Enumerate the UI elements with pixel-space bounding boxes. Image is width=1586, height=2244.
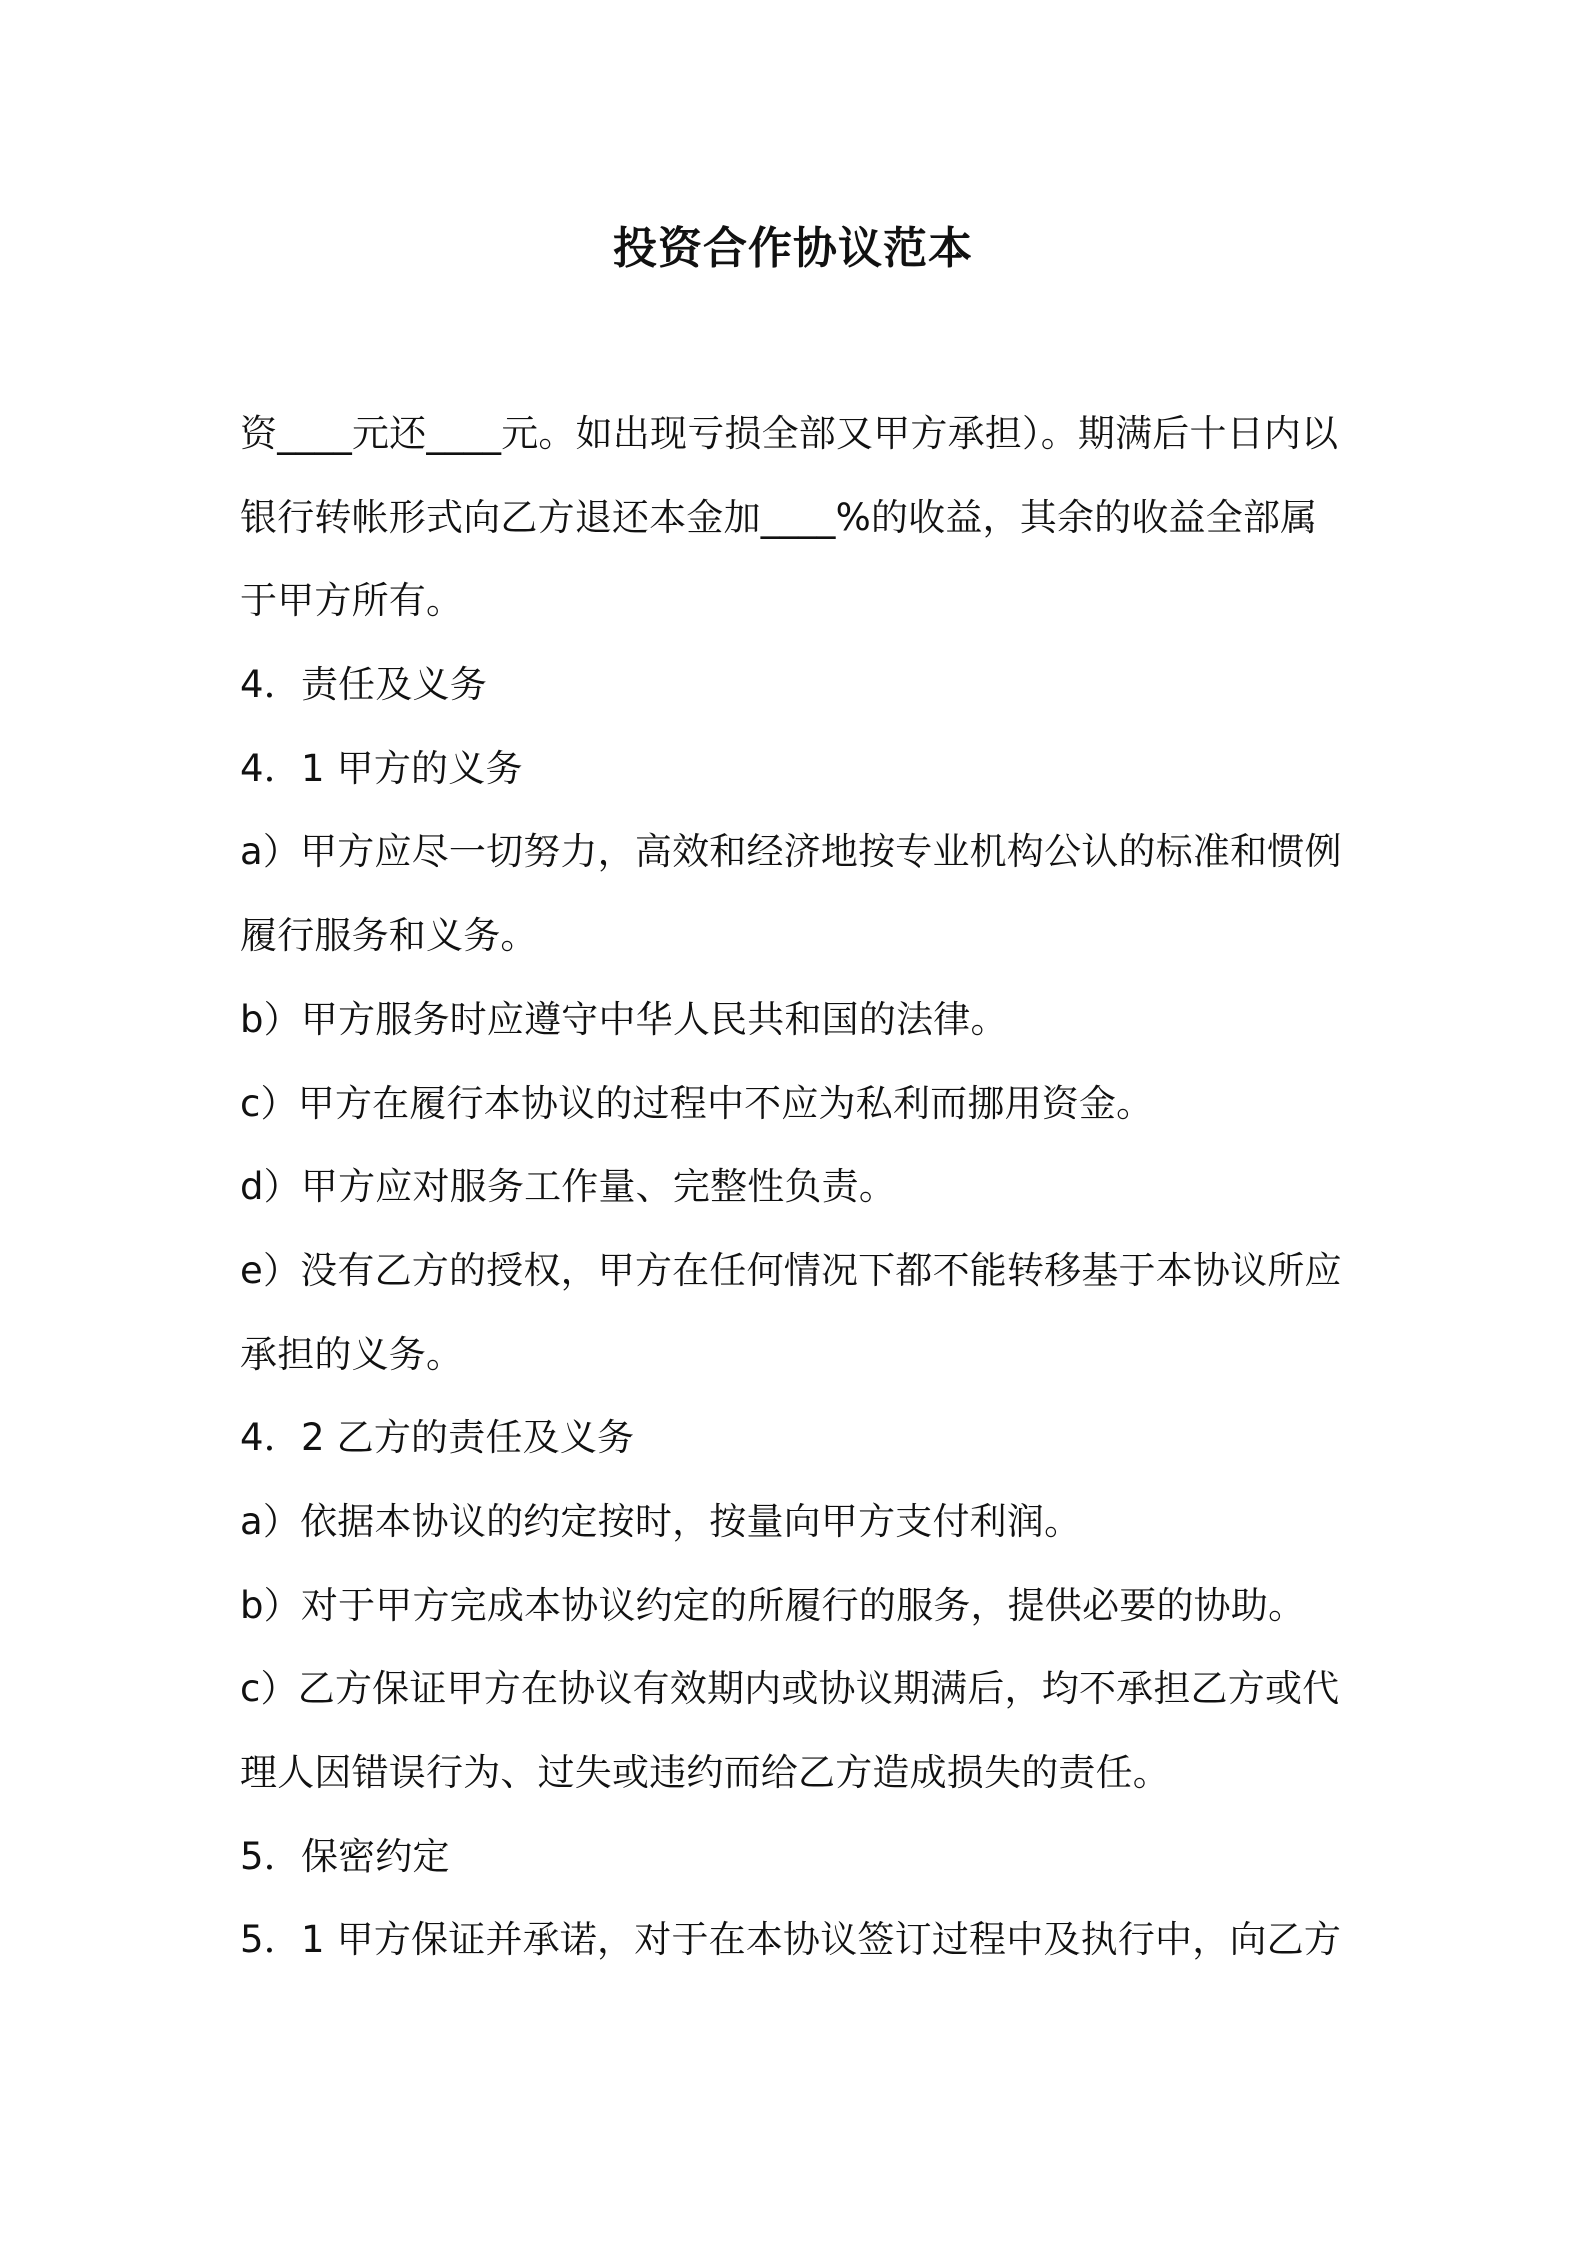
subsection-heading: 4．1 甲方的义务 xyxy=(240,746,523,790)
text-line: 于甲方所有。 xyxy=(240,579,464,623)
section-heading: 5．保密约定 xyxy=(240,1834,450,1878)
list-item: d）甲方应对服务工作量、完整性负责。 xyxy=(240,1165,897,1209)
text-line: 承担的义务。 xyxy=(240,1332,464,1376)
list-item: a）依据本协议的约定按时，按量向甲方支付利润。 xyxy=(240,1499,1082,1543)
list-item: c）甲方在履行本协议的过程中不应为私利而挪用资金。 xyxy=(240,1081,1154,1125)
subsection-heading: 5．1 甲方保证并承诺，对于在本协议签订过程中及执行中，向乙方 xyxy=(240,1918,1342,1962)
list-item: e）没有乙方的授权，甲方在任何情况下都不能转移基于本协议所应 xyxy=(240,1248,1342,1292)
subsection-heading: 4．2 乙方的责任及义务 xyxy=(240,1416,635,1460)
document-body xyxy=(240,405,1360,1995)
text-line: 资____元还____元。如出现亏损全部又甲方承担）。期满后十日内以 xyxy=(240,412,1339,455)
list-item: c）乙方保证甲方在协议有效期内或协议期满后，均不承担乙方或代 xyxy=(240,1667,1340,1711)
list-item: a）甲方应尽一切努力，高效和经济地按专业机构公认的标准和惯例 xyxy=(240,830,1342,874)
list-item: b）对于甲方完成本协议约定的所履行的服务，提供必要的协助。 xyxy=(240,1583,1306,1627)
text-line: 银行转帐形式向乙方退还本金加____%的收益，其余的收益全部属 xyxy=(240,495,1318,539)
document-title: 投资合作协议范本 xyxy=(613,223,973,274)
section-heading: 4．责任及义务 xyxy=(240,663,487,707)
list-item: b）甲方服务时应遵守中华人民共和国的法律。 xyxy=(240,997,1008,1041)
text-line: 履行服务和义务。 xyxy=(240,914,538,958)
text-line: 理人因错误行为、过失或违约而给乙方造成损失的责任。 xyxy=(240,1751,1170,1794)
